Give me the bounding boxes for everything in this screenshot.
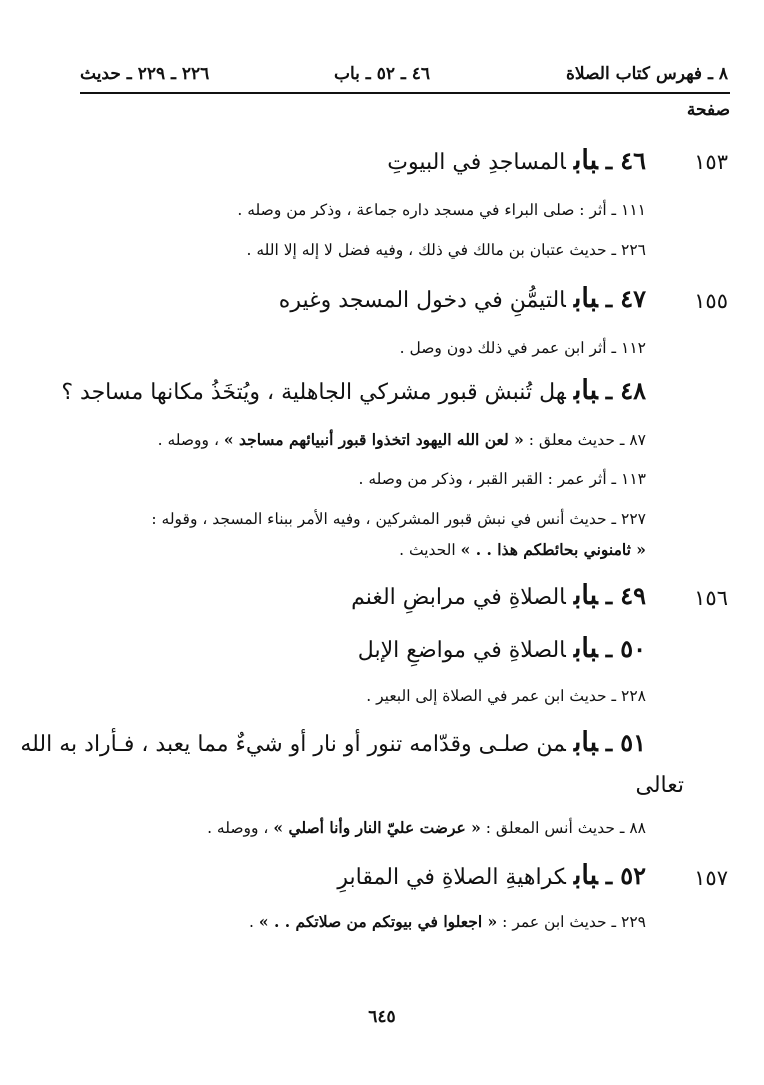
chapter-heading	[358, 633, 646, 664]
chapter-title: المساجدِ في البيوتِ	[387, 150, 566, 175]
chapter-title: الصلاةِ في مرابضِ الغنم	[351, 585, 566, 610]
chapter-page-ref: ١٥٦	[694, 586, 728, 610]
chapter-page-ref: ١٥٥	[694, 289, 728, 313]
chapter-dash: ـ	[605, 584, 613, 610]
hadith-quote: « اجعلوا في بيوتكم من صلاتكم . . »	[258, 912, 498, 931]
entry-suffix: ، ووصله .	[157, 431, 224, 449]
index-entry	[249, 912, 646, 931]
chapter-heading	[337, 860, 646, 891]
chapter-bab-label: باب	[573, 727, 598, 758]
entry-prefix: ٨٨ ـ حديث أنس المعلق :	[480, 819, 646, 837]
chapter-title-continuation: تعالى	[635, 773, 684, 798]
chapter-bab-label: باب	[573, 145, 598, 176]
index-entry	[207, 818, 646, 837]
hadith-quote: « عرضت عليّ النار وأنا أصلي »	[273, 818, 481, 837]
entry-suffix: ، ووصله .	[207, 819, 274, 837]
index-entry: ٢٢٧ ـ حديث أنس في نبش قبور المشركين ، وفيه الأمر ببناء المسجد ، وقوله :	[151, 510, 646, 528]
chapter-bab-label: باب	[573, 633, 598, 664]
index-entry: ٢٢٦ ـ حديث عتبان بن مالك في ذلك ، وفيه فضل لا إله إلا الله .	[246, 241, 646, 259]
chapter-bab-label: باب	[573, 375, 598, 406]
entry-prefix: ٨٧ ـ حديث معلق :	[523, 431, 646, 449]
chapter-heading	[387, 145, 646, 176]
chapter-title: التيمُّنِ في دخول المسجد وغيره	[278, 288, 566, 313]
chapter-heading	[279, 283, 646, 314]
index-entry: ١١٢ ـ أثر ابن عمر في ذلك دون وصل .	[399, 339, 646, 357]
chapter-page-ref: ١٥٣	[694, 150, 728, 174]
hadith-quote: « لعن الله اليهود اتخذوا قبور أنبيائهم مساجد »	[223, 430, 524, 449]
header-rule	[80, 92, 730, 94]
page-number: ٦٤٥	[368, 1007, 396, 1027]
chapter-title: كراهيةِ الصلاةِ في المقابرِ	[337, 865, 566, 890]
chapter-dash: ـ	[605, 637, 613, 663]
page-column-label: صفحة	[686, 100, 730, 120]
header-chapter-range: ٤٦ ـ ٥٢ ـ باب	[333, 64, 431, 84]
chapter-heading	[351, 580, 646, 611]
chapter-dash: ـ	[605, 379, 613, 405]
chapter-dash: ـ	[605, 731, 613, 757]
index-entry: ١١١ ـ أثر : صلى البراء في مسجد داره جماعة ، وذكر من وصله .	[237, 201, 646, 219]
index-entry	[158, 430, 646, 449]
entry-suffix: .	[249, 913, 259, 931]
index-entry: ١١٣ ـ أثر عمر : القبر القبر ، وذكر من وصله .	[358, 470, 646, 488]
chapter-number: ٥٠	[620, 634, 646, 663]
chapter-heading	[20, 727, 646, 758]
chapter-dash: ـ	[605, 287, 613, 313]
chapter-dash: ـ	[605, 864, 613, 890]
chapter-number: ٤٩	[620, 581, 646, 610]
chapter-bab-label: باب	[573, 580, 598, 611]
hadith-quote: « ثامنوني بحائطكم هذا . . »	[460, 540, 646, 559]
header-book-section: ٨ ـ فهرس كتاب الصلاة	[566, 64, 728, 84]
chapter-title: من صلـى وقدّامه تنور أو نار أو شيءٌ مما يعبد ، فـأراد به الله	[20, 732, 566, 757]
chapter-bab-label: باب	[573, 860, 598, 891]
chapter-heading	[61, 375, 646, 406]
header-hadith-range: ٢٢٦ ـ ٢٢٩ ـ حديث	[80, 64, 210, 84]
chapter-title: هل تُنبش قبور مشركي الجاهلية ، ويُتخَذُ مكانها مساجد ؟	[61, 380, 566, 405]
chapter-title: الصلاةِ في مواضعِ الإبل	[357, 638, 566, 663]
entry-prefix: ٢٢٩ ـ حديث ابن عمر :	[497, 913, 646, 931]
index-entry: ٢٢٨ ـ حديث ابن عمر في الصلاة إلى البعير .	[366, 687, 646, 705]
chapter-number: ٥١	[620, 728, 646, 757]
chapter-page-ref: ١٥٧	[694, 866, 728, 890]
entry-suffix: الحديث .	[399, 541, 461, 559]
chapter-bab-label: باب	[573, 283, 598, 314]
chapter-number: ٤٨	[620, 376, 646, 405]
chapter-number: ٤٦	[620, 146, 646, 175]
index-entry-continuation	[399, 540, 646, 559]
chapter-number: ٥٢	[620, 861, 646, 890]
chapter-number: ٤٧	[620, 284, 646, 313]
chapter-dash: ـ	[605, 149, 613, 175]
